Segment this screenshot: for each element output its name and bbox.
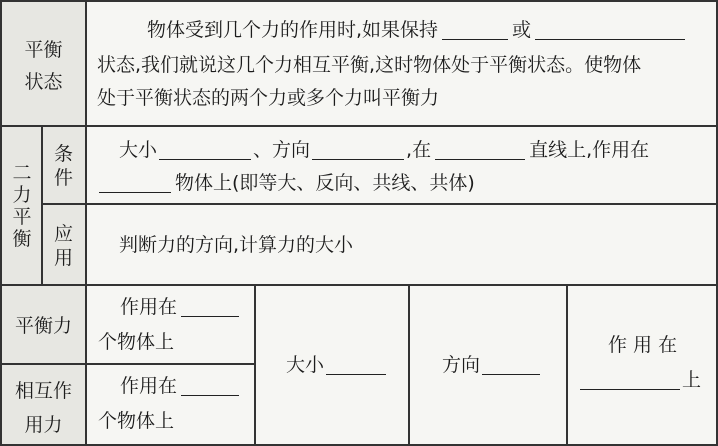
- blank-state-2: [535, 21, 685, 40]
- balanced-force-label: 平衡力: [14, 315, 72, 337]
- border-top: [0, 0, 718, 2]
- mutual-per-body: 个物体上: [98, 410, 175, 432]
- row-line-1: [0, 125, 718, 127]
- condition-label: 条 件: [53, 143, 73, 189]
- mutual-force-label: 相互作 用力: [14, 380, 72, 436]
- balance-line-1: 物体受到几个力的作用时,如果保持 或: [147, 20, 685, 40]
- balanced-per-body: 个物体上: [98, 331, 175, 353]
- col-line-direction: [408, 284, 410, 446]
- col-line-label: [85, 0, 87, 446]
- balance-line-2: 状态,我们就说这几个力相互平衡,这时物体处于平衡状态。使物体: [97, 54, 642, 76]
- condition-line-1: 大小 、方向 ,在 直线上,作用在: [119, 139, 650, 161]
- blank-direction: [312, 141, 404, 160]
- row-line-2: [42, 203, 718, 205]
- blank-compare-size: [326, 356, 386, 375]
- blank-state-1: [442, 21, 508, 40]
- blank-compare-line: [580, 371, 680, 390]
- blank-compare-direction: [482, 356, 540, 375]
- condition-line-2: 物体上(即等大、反向、共线、共体): [99, 173, 475, 193]
- compare-act-on: 作 用 在: [608, 334, 678, 356]
- mutual-act-on: 作用在: [120, 376, 239, 396]
- application-label: 应 用: [53, 223, 73, 269]
- blank-size: [159, 141, 251, 160]
- balanced-act-on: 作用在: [120, 297, 239, 317]
- compare-line-end: 上: [580, 370, 701, 390]
- balance-state-label: 平衡 状态: [24, 39, 63, 93]
- row-line-4: [0, 363, 255, 365]
- balance-line-3: 处于平衡状态的两个力或多个力叫平衡力: [97, 87, 440, 109]
- application-text: 判断力的方向,计算力的大小: [119, 234, 354, 256]
- blank-line: [435, 141, 525, 160]
- blank-mutual-count: [181, 377, 239, 396]
- col-line-line: [566, 284, 568, 446]
- row-line-3: [0, 284, 718, 286]
- blank-balanced-count: [181, 298, 239, 317]
- compare-size: 大小: [286, 355, 386, 375]
- two-force-balance-label: 二 力 平 衡: [12, 162, 32, 250]
- col-line-size: [254, 284, 256, 446]
- compare-direction: 方向: [442, 355, 540, 375]
- blank-body: [99, 174, 171, 193]
